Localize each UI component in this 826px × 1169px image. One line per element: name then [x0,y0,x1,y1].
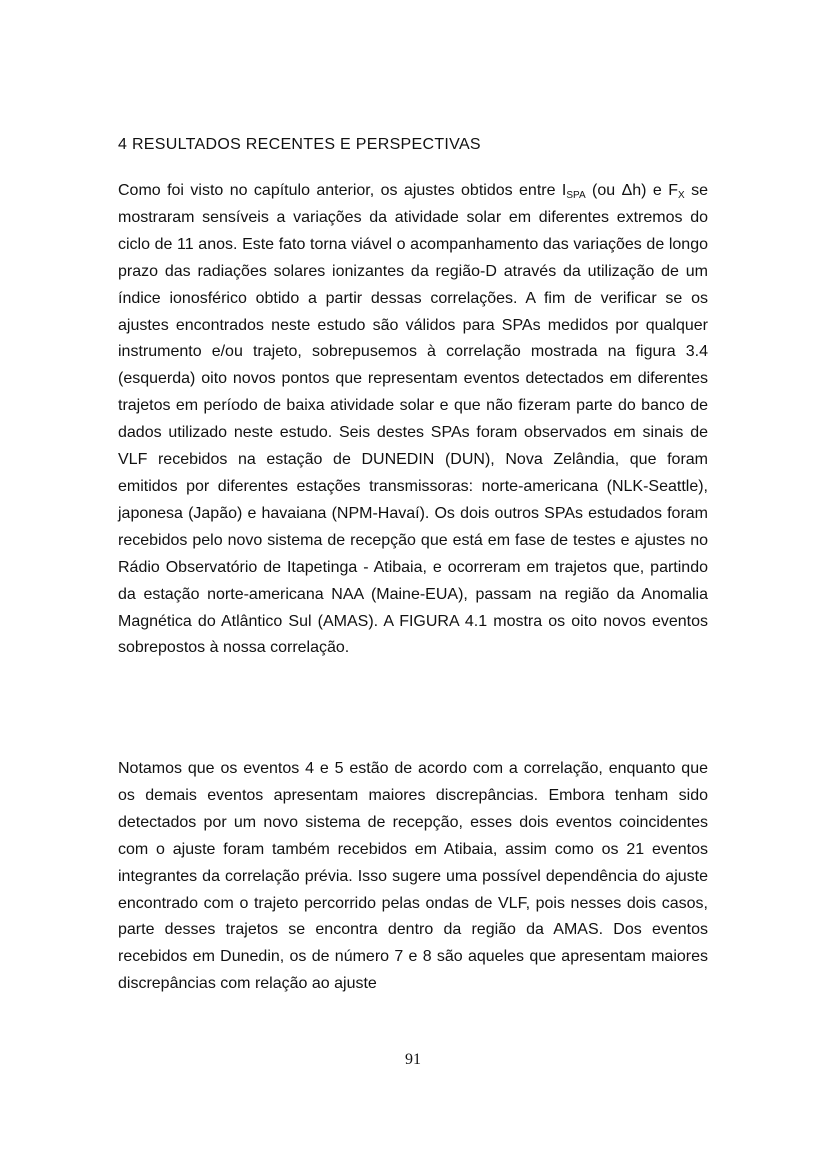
paragraph-1-text-a: Como foi visto no capítulo anterior, os ajustes obtidos entre I [118,182,567,199]
paragraph-2: Notamos que os eventos 4 e 5 estão de acordo com a correlação, enquanto que os demais eventos apresentam maiores discrepâncias. Embora tenham sido detectados por um novo sistema de recepção, esses dois eventos coincidentes com o ajuste foram também recebidos em Atibaia, assim como os 21 eventos integrantes da correlação prévia. Isso sugere uma possível dependência do ajuste encontrado com o trajeto percorrido pelas ondas de VLF, pois nesses dois casos, parte desses trajetos se encontra dentro da região da AMAS. Dos eventos recebidos em Dunedin, os de número 7 e 8 são aqueles que apresentam maiores discrepâncias com relação ao ajuste [118,760,708,993]
subscript-spa: SPA [566,190,586,201]
paragraph-1-text-c: se mostraram sensíveis a variações da atividade solar em diferentes extremos do ciclo de 11 anos. Este fato torna viável o acompanhamento das variações de longo prazo das radiações solares ionizantes da região-D através da utilização de um índice ionosférico obtido a partir dessas correlações. A fim de verificar se os ajustes encontrados neste estudo são válidos para SPAs medidos por qualquer instrumento e/ou trajeto, sobrepusemos à correlação mostrada na figura 3.4 (esquerda) oito novos pontos que representam eventos detectados em diferentes trajetos em período de baixa atividade solar e que não fizeram parte do banco de dados utilizado neste estudo. Seis destes SPAs foram observados em sinais de VLF recebidos na estação de DUNEDIN (DUN), Nova Zelândia, que foram emitidos por diferentes estações transmissoras: norte-americana (NLK-Seattle), japonesa (Japão) e havaiana (NPM-Havaí). Os dois outros SPAs estudados foram recebidos pelo novo sistema de recepção que está em fase de testes e ajustes no Rádio Observatório de Itapetinga - Atibaia, e ocorreram em trajetos que, partindo da estação norte-americana NAA (Maine-EUA), passam na região da Anomalia Magnética do Atlântico Sul (AMAS). A FIGURA 4.1 mostra os oito novos eventos sobrepostos à nossa correlação. [118,182,708,657]
page-number: 91 [405,1051,421,1068]
section-heading: 4 RESULTADOS RECENTES E PERSPECTIVAS [118,136,481,153]
paragraph-1 [118,178,708,662]
subscript-x: X [678,190,685,201]
paragraph-1-text-b: (ou Δh) e F [585,182,679,199]
